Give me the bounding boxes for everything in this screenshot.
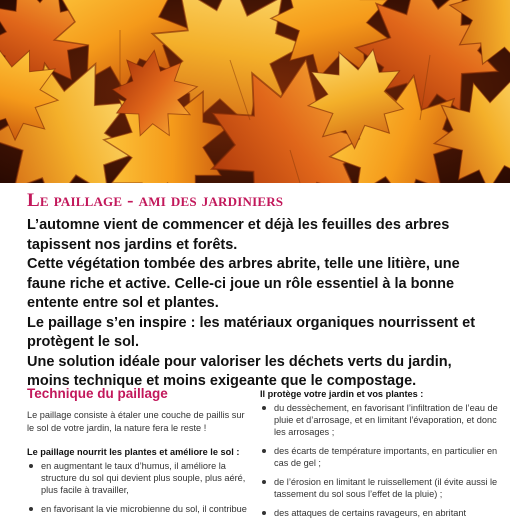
section-subheading: Le paillage nourrit les plantes et améliore le sol : xyxy=(27,447,240,457)
list-item xyxy=(260,476,500,500)
intro-paragraph: L’automne vient de commencer et déjà les feuilles des arbres tapissent nos jardins et forêts. xyxy=(27,217,450,253)
intro-paragraph: Une solution idéale pour valoriser les déchets verts du jardin, moins technique et moins exigeante que le compostage. xyxy=(27,353,452,389)
intro-text xyxy=(27,216,489,392)
left-column xyxy=(27,386,253,522)
intro-paragraph: Cette végétation tombée des arbres abrite, telle une litière, une faune riche et active. Celle-ci joue un rôle essentiel à la bonne entente entre sol et plantes. xyxy=(27,256,460,311)
list-item xyxy=(260,445,500,469)
section-text: Le paillage consiste à étaler une couche de paillis sur le sol de votre jardin, la nature fera le reste ! xyxy=(27,410,245,433)
bullet-icon xyxy=(29,507,33,511)
bullet-icon xyxy=(262,480,266,484)
autumn-leaves-photo xyxy=(0,0,510,183)
list-item-text: en favorisant la vie microbienne du sol, il contribue xyxy=(41,504,247,514)
bullet-icon xyxy=(262,449,266,453)
bullet-icon xyxy=(262,511,266,515)
bullet-icon xyxy=(29,464,33,468)
list-item xyxy=(260,507,500,519)
bullet-icon xyxy=(262,406,266,410)
list-item-text: de l’érosion en limitant le ruissellement (il évite aussi le tassement du sol sous l’effet de la pluie) ; xyxy=(274,477,498,499)
hero-image xyxy=(0,0,510,183)
list-item xyxy=(27,503,253,515)
list-item-text: en augmentant le taux d’humus, il améliore la structure du sol qui devient plus souple, plus aéré, plus facile à travailler, xyxy=(41,461,246,495)
list-item-text: des écarts de température importants, en particulier en cas de gel ; xyxy=(274,446,498,468)
bullet-list xyxy=(27,460,253,515)
intro-paragraph: Le paillage s’en inspire : les matériaux organiques nourrissent et protègent le sol. xyxy=(27,314,476,350)
section-heading: Technique du paillage xyxy=(27,386,168,401)
list-item xyxy=(27,460,253,496)
list-item-text: des attaques de certains ravageurs, en abritant xyxy=(274,508,467,518)
bullet-list xyxy=(260,402,500,519)
list-item xyxy=(260,402,500,438)
page-title: Le paillage - ami des jardiniers xyxy=(27,190,284,211)
section-subheading: Il protège votre jardin et vos plantes : xyxy=(260,389,424,399)
right-column xyxy=(260,388,500,526)
list-item-text: du dessèchement, en favorisant l’infiltration de l’eau de pluie et d’arrosage, et en limitant l’évaporation, et donc les arrosages ; xyxy=(274,403,498,437)
